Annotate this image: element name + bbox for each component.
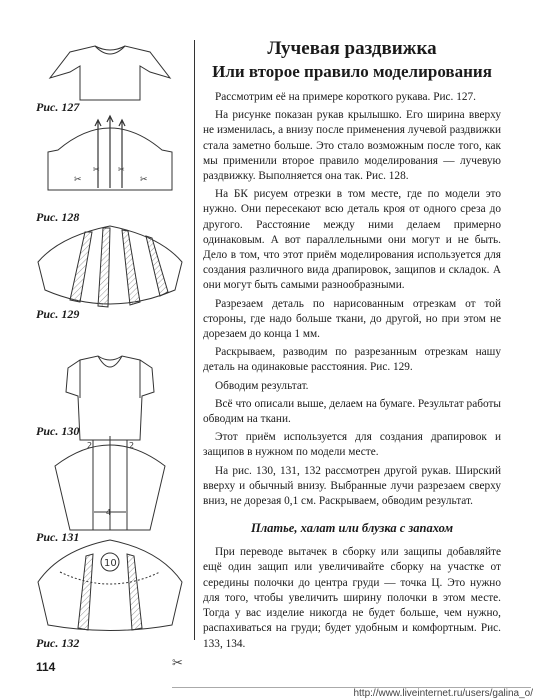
paragraph: Этот приём используется для создания драпировок и защипов в нужном по модели месте.	[203, 431, 501, 459]
sewing-diagrams	[0, 0, 195, 700]
paragraph: Разрезаем деталь по нарисованным отрезкам от той стороны, где надо больше ткани, до другой, но при этом не дорезаем до конца 1 мм.	[203, 297, 501, 341]
scissors-icon: ✂	[172, 655, 183, 670]
text-column	[203, 38, 501, 655]
fig131-sleeve-pattern-drawing	[55, 436, 165, 530]
page-title: Лучевая раздвижка	[267, 38, 437, 59]
fig132-sleeve-spread-drawing	[38, 540, 182, 631]
paragraph: При переводе вытачек в сборку или защипы добавляйте ещё один защип или увеличивайте сборку на участке от середины полочки до центра груди — точка Ц. Это нужно для того, чтобы увеличить ширину полочки в этом месте. Тогда у вас изделие никогда не будет больше, чем нужно, распахиваться на груди; будет удобным и комфортным. Рис. 133, 134.	[203, 546, 501, 650]
svg-text:4: 4	[106, 508, 112, 517]
footer-url: http://www.liveinternet.ru/users/galina_o/	[353, 688, 533, 699]
svg-text:✂: ✂	[74, 175, 82, 185]
paragraph: Раскрываем, разводим по разрезанным отрезкам нашу деталь на одинаковые расстояния. Рис. 129.	[203, 346, 501, 374]
fig128-sleeve-cut-drawing	[48, 116, 172, 190]
svg-text:2: 2	[129, 441, 135, 450]
fig129-caption: Рис. 129	[36, 307, 80, 321]
paragraph: Всё что описали выше, делаем на бумаге. Результат работы обводим на ткани.	[203, 397, 501, 426]
svg-text:✂: ✂	[118, 165, 125, 174]
figure-column	[0, 0, 195, 700]
column-divider	[194, 40, 195, 640]
paragraph: На БК рисуем отрезки в том месте, где по модели это нужно. Они пересекают всю деталь кроя от одного среза до другого. Расстояние между ними делаем примерно одинаковым. А вот параллельными они могут и не быть. Дело в том, что этот приём моделирования используется для создания различного вида драпировок, защипов и складок. А они могут быть самыми разнообразными.	[203, 188, 501, 292]
svg-text:✂: ✂	[140, 175, 148, 185]
fig132-caption: Рис. 132	[36, 636, 80, 650]
svg-text:10: 10	[104, 558, 117, 569]
fig127-caption: Рис. 127	[36, 100, 80, 114]
svg-text:✂: ✂	[93, 165, 100, 174]
paragraph: На рис. 130, 131, 132 рассмотрен другой рукав. Ширский вверху и обычный внизу. Выбранные лучи разрезаем сверху вниз, не дорезая 0,1 см. Раскрываем, обводим результат.	[203, 464, 501, 508]
fig131-caption: Рис. 131	[36, 530, 80, 544]
paragraph: Рассмотрим её на примере короткого рукава. Рис. 127.	[215, 91, 476, 103]
page-number: 114	[36, 660, 56, 674]
svg-text:2: 2	[87, 441, 93, 450]
paragraph: На рисунке показан рукав крылышко. Его ширина вверху не изменилась, а внизу после применения лучевой раздвижки стала заметно больше. Это стало возможным после того, как мы применили второе правило моделирования — лучевую раздвижку. Выполняется она так. Рис. 128.	[203, 109, 501, 183]
fig130-caption: Рис. 130	[36, 424, 80, 438]
fig128-caption: Рис. 128	[36, 210, 80, 224]
page-subtitle: Или второе правило моделирования	[212, 62, 492, 81]
paragraph: Обводим результат.	[215, 379, 309, 392]
section-heading: Платье, халат или блузка с запахом	[250, 521, 454, 536]
fig129-sleeve-spread-drawing	[38, 226, 182, 307]
fig127-blouse-drawing	[50, 46, 170, 100]
